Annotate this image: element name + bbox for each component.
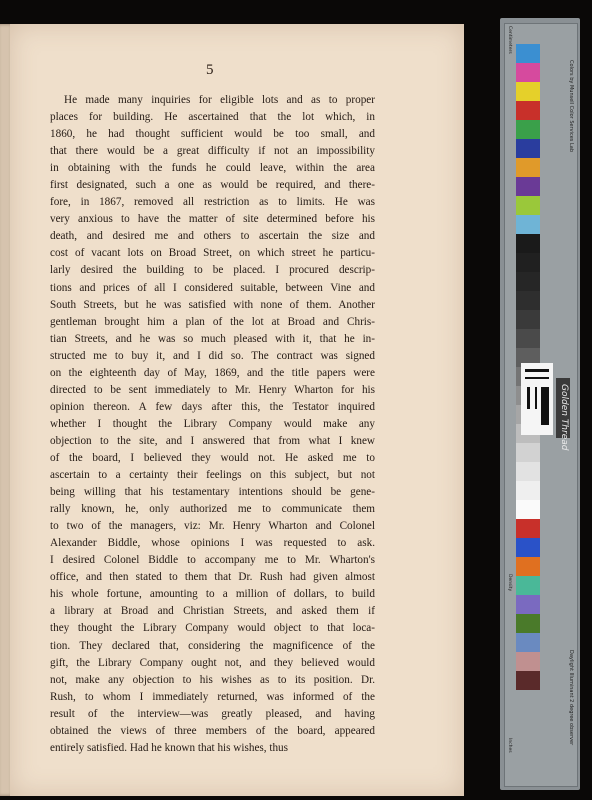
card-bottom-label: Daylight Illuminant 2 degree observer	[568, 650, 574, 746]
color-swatch	[516, 576, 540, 595]
body-text	[50, 92, 375, 757]
color-swatch	[516, 443, 540, 462]
text-line: a library at Broad and Christian Streets, and asked them if	[50, 605, 375, 618]
text-line: gentleman brought him a plan of the lot at Broad and Chris-	[50, 315, 375, 328]
color-swatch	[516, 101, 540, 120]
golden-thread-text: Golden Thread	[559, 384, 569, 451]
text-line: 1860, he had thought sufficient would be too small, and	[50, 128, 375, 141]
text-line: being willing that his testamentary intentions should be gene-	[50, 486, 375, 499]
color-swatch	[516, 538, 540, 557]
text-line: ascertain to a certainty their feelings on this subject, but not	[50, 469, 375, 482]
color-swatch	[516, 557, 540, 576]
card-inches-label: Inches	[507, 738, 512, 753]
color-swatch	[516, 652, 540, 671]
color-swatch	[516, 633, 540, 652]
color-swatch	[516, 177, 540, 196]
text-line: his whole fortune, amounting to a million of dollars, to build	[50, 588, 375, 601]
color-swatch	[516, 82, 540, 101]
text-line: result of the interview—was greatly pleased, and having	[50, 707, 375, 720]
color-swatch	[516, 481, 540, 500]
card-density-label: Density	[507, 574, 512, 592]
text-line: structed me to buy it, and I did so. The contract was signed	[50, 349, 375, 362]
text-line: to two of the managers, viz: Mr. Henry Wharton and Colonel	[50, 520, 375, 533]
color-swatch	[516, 291, 540, 310]
text-line: first designated, such a one as would be required, and there-	[50, 179, 375, 192]
color-swatch	[516, 595, 540, 614]
text-line: objection to the site, and I answered that from what I knew	[50, 434, 375, 447]
text-line: very anxious to have the matter of site determined before his	[50, 213, 375, 226]
text-line: on the eighteenth day of May, 1869, and the title papers were	[50, 366, 375, 379]
text-line: rally known, he, only authorized me to communicate them	[50, 503, 375, 516]
text-line: that there would be a great difficulty if not an impossibility	[50, 145, 375, 158]
color-swatch	[516, 196, 540, 215]
color-swatch	[516, 139, 540, 158]
text-line: Rush, to whom I immediately returned, was informed of the	[50, 690, 375, 703]
text-line: tion. They declared that, considering the magnificence of the	[50, 639, 375, 652]
card-top-label: Colors by Munsell Color Services Lab	[568, 60, 574, 153]
text-line: they thought the Library Company would object to that loca-	[50, 622, 375, 635]
color-swatch	[516, 253, 540, 272]
color-swatch	[516, 310, 540, 329]
page-number: 5	[206, 62, 214, 78]
text-line: of the board, I believed they would not. He asked me to	[50, 451, 375, 464]
text-line: I desired Colonel Biddle to accompany me to Mr. Wharton's	[50, 554, 375, 567]
text-line: tions and prices of all I considered suitable, between Vine and	[50, 281, 375, 294]
text-line: obtained the views of three members of the board, appeared	[50, 724, 375, 737]
card-centimeters-label: Centimeters	[507, 26, 512, 54]
text-line: fore, in 1867, removed all restriction as to limits. He was	[50, 196, 375, 209]
color-swatch	[516, 614, 540, 633]
text-line: Alexander Biddle, whose opinions I was requested to ask.	[50, 537, 375, 550]
text-line: entirely satisfied. Had he known that his wishes, thus	[50, 741, 289, 754]
text-line: death, and desired me and others to ascertain the size and	[50, 230, 375, 243]
text-line: in obtaining with the funds he could leave, within the area	[50, 162, 375, 175]
text-line: whether I thought the Library Company would make any	[50, 417, 375, 430]
color-swatch	[516, 215, 540, 234]
text-line: gift, the Library Company ought not, and they believed would	[50, 656, 375, 669]
resolution-target	[521, 363, 553, 435]
text-line: He made many inquiries for eligible lots and as to proper	[64, 94, 375, 106]
color-swatch	[516, 272, 540, 291]
color-swatch	[516, 234, 540, 253]
text-line: South Streets, but he was satisfied with none of them. Another	[50, 298, 375, 311]
text-line: not, make any objection to his wishes as to its position. Dr.	[50, 673, 375, 686]
color-swatch	[516, 158, 540, 177]
color-swatch	[516, 329, 540, 348]
color-swatch	[516, 462, 540, 481]
text-line: tian Streets, and he was so much pleased with it, that he in-	[50, 332, 375, 345]
text-line: office, and then stated to them that Dr. Rush had given almost	[50, 571, 375, 584]
color-swatch	[516, 519, 540, 538]
color-swatch	[516, 44, 540, 63]
text-line: places for building. He ascertained that the lot which, in	[50, 111, 375, 124]
color-swatch	[516, 63, 540, 82]
text-line: directed to be sent immediately to Mr. Henry Wharton for his	[50, 383, 375, 396]
color-swatch	[516, 671, 540, 690]
text-line: opinion thereon. A few days after this, the Testator inquired	[50, 400, 375, 413]
text-line: larly desired the building to be placed. I procured descrip-	[50, 264, 375, 277]
color-swatch	[516, 500, 540, 519]
color-swatch	[516, 120, 540, 139]
text-line: cost of vacant lots on Broad Street, on which street he particu-	[50, 247, 375, 260]
